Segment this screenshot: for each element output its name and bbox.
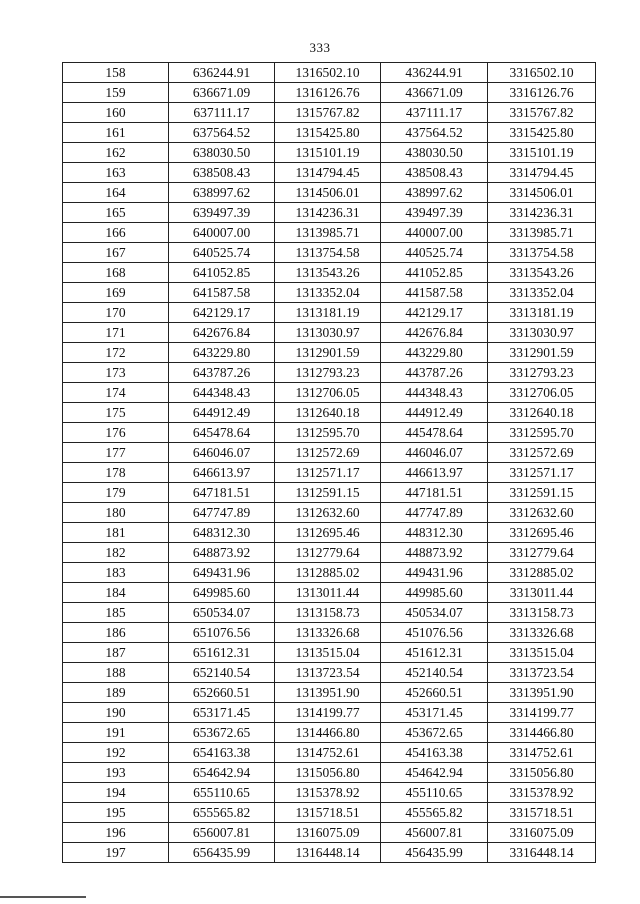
- table-row: [63, 683, 596, 703]
- x-coordinate-cell: 652660.51: [169, 683, 275, 703]
- x-coordinate-cell: 644348.43: [169, 383, 275, 403]
- point-number-cell: 158: [63, 63, 169, 83]
- x2-coordinate-cell: 456007.81: [381, 823, 488, 843]
- x-coordinate-cell: 637111.17: [169, 103, 275, 123]
- point-number-cell: 169: [63, 283, 169, 303]
- x-coordinate-cell: 639497.39: [169, 203, 275, 223]
- y-coordinate-cell: 1315056.80: [275, 763, 381, 783]
- table-row: [63, 743, 596, 763]
- point-number-cell: 180: [63, 503, 169, 523]
- point-number-cell: 175: [63, 403, 169, 423]
- x2-coordinate-cell: 437564.52: [381, 123, 488, 143]
- y2-coordinate-cell: 3315101.19: [488, 143, 596, 163]
- x2-coordinate-cell: 448312.30: [381, 523, 488, 543]
- x2-coordinate-cell: 453171.45: [381, 703, 488, 723]
- x-coordinate-cell: 642129.17: [169, 303, 275, 323]
- y2-coordinate-cell: 3312885.02: [488, 563, 596, 583]
- point-number-cell: 188: [63, 663, 169, 683]
- x2-coordinate-cell: 444912.49: [381, 403, 488, 423]
- y2-coordinate-cell: 3313985.71: [488, 223, 596, 243]
- y-coordinate-cell: 1312591.15: [275, 483, 381, 503]
- point-number-cell: 170: [63, 303, 169, 323]
- x-coordinate-cell: 654163.38: [169, 743, 275, 763]
- y2-coordinate-cell: 3312572.69: [488, 443, 596, 463]
- point-number-cell: 171: [63, 323, 169, 343]
- y-coordinate-cell: 1314466.80: [275, 723, 381, 743]
- x2-coordinate-cell: 443229.80: [381, 343, 488, 363]
- y-coordinate-cell: 1314794.45: [275, 163, 381, 183]
- point-number-cell: 192: [63, 743, 169, 763]
- y-coordinate-cell: 1313181.19: [275, 303, 381, 323]
- table-row: [63, 423, 596, 443]
- x2-coordinate-cell: 455110.65: [381, 783, 488, 803]
- x-coordinate-cell: 649431.96: [169, 563, 275, 583]
- table-row: [63, 443, 596, 463]
- table-row: [63, 123, 596, 143]
- table-row: [63, 323, 596, 343]
- x-coordinate-cell: 644912.49: [169, 403, 275, 423]
- y-coordinate-cell: 1316126.76: [275, 83, 381, 103]
- x-coordinate-cell: 651076.56: [169, 623, 275, 643]
- y2-coordinate-cell: 3314506.01: [488, 183, 596, 203]
- y2-coordinate-cell: 3316075.09: [488, 823, 596, 843]
- table-row: [63, 383, 596, 403]
- y-coordinate-cell: 1316075.09: [275, 823, 381, 843]
- x2-coordinate-cell: 452140.54: [381, 663, 488, 683]
- x-coordinate-cell: 656007.81: [169, 823, 275, 843]
- table-row: [63, 643, 596, 663]
- y-coordinate-cell: 1312779.64: [275, 543, 381, 563]
- y-coordinate-cell: 1312706.05: [275, 383, 381, 403]
- point-number-cell: 179: [63, 483, 169, 503]
- page-number: 333: [309, 40, 331, 55]
- x-coordinate-cell: 645478.64: [169, 423, 275, 443]
- x-coordinate-cell: 638997.62: [169, 183, 275, 203]
- y2-coordinate-cell: 3314794.45: [488, 163, 596, 183]
- point-number-cell: 194: [63, 783, 169, 803]
- x2-coordinate-cell: 446046.07: [381, 443, 488, 463]
- x2-coordinate-cell: 447181.51: [381, 483, 488, 503]
- x2-coordinate-cell: 454642.94: [381, 763, 488, 783]
- x-coordinate-cell: 641587.58: [169, 283, 275, 303]
- x2-coordinate-cell: 450534.07: [381, 603, 488, 623]
- y-coordinate-cell: 1315718.51: [275, 803, 381, 823]
- y2-coordinate-cell: 3312571.17: [488, 463, 596, 483]
- x2-coordinate-cell: 447747.89: [381, 503, 488, 523]
- table-row: [63, 623, 596, 643]
- table-row: [63, 223, 596, 243]
- table-row: [63, 723, 596, 743]
- x2-coordinate-cell: 444348.43: [381, 383, 488, 403]
- x2-coordinate-cell: 441587.58: [381, 283, 488, 303]
- x2-coordinate-cell: 451076.56: [381, 623, 488, 643]
- table-row: [63, 143, 596, 163]
- y2-coordinate-cell: 3315056.80: [488, 763, 596, 783]
- point-number-cell: 182: [63, 543, 169, 563]
- x-coordinate-cell: 640007.00: [169, 223, 275, 243]
- x-coordinate-cell: 636244.91: [169, 63, 275, 83]
- y-coordinate-cell: 1313158.73: [275, 603, 381, 623]
- point-number-cell: 191: [63, 723, 169, 743]
- x2-coordinate-cell: 436244.91: [381, 63, 488, 83]
- y-coordinate-cell: 1312595.70: [275, 423, 381, 443]
- x2-coordinate-cell: 452660.51: [381, 683, 488, 703]
- point-number-cell: 162: [63, 143, 169, 163]
- y-coordinate-cell: 1313723.54: [275, 663, 381, 683]
- table-row: [63, 203, 596, 223]
- table-row: [63, 483, 596, 503]
- table-row: [63, 763, 596, 783]
- y2-coordinate-cell: 3315767.82: [488, 103, 596, 123]
- y2-coordinate-cell: 3312595.70: [488, 423, 596, 443]
- table-row: [63, 363, 596, 383]
- y2-coordinate-cell: 3315718.51: [488, 803, 596, 823]
- table-row: [63, 583, 596, 603]
- table-row: [63, 163, 596, 183]
- y2-coordinate-cell: 3315378.92: [488, 783, 596, 803]
- x-coordinate-cell: 647181.51: [169, 483, 275, 503]
- point-number-cell: 174: [63, 383, 169, 403]
- table-row: [63, 303, 596, 323]
- point-number-cell: 165: [63, 203, 169, 223]
- x2-coordinate-cell: 437111.17: [381, 103, 488, 123]
- x-coordinate-cell: 651612.31: [169, 643, 275, 663]
- x-coordinate-cell: 653171.45: [169, 703, 275, 723]
- x2-coordinate-cell: 439497.39: [381, 203, 488, 223]
- y2-coordinate-cell: 3313181.19: [488, 303, 596, 323]
- y-coordinate-cell: 1313754.58: [275, 243, 381, 263]
- y2-coordinate-cell: 3314466.80: [488, 723, 596, 743]
- x2-coordinate-cell: 453672.65: [381, 723, 488, 743]
- x-coordinate-cell: 637564.52: [169, 123, 275, 143]
- y2-coordinate-cell: 3312632.60: [488, 503, 596, 523]
- x2-coordinate-cell: 446613.97: [381, 463, 488, 483]
- x2-coordinate-cell: 438997.62: [381, 183, 488, 203]
- table-row: [63, 843, 596, 863]
- y-coordinate-cell: 1313951.90: [275, 683, 381, 703]
- table-row: [63, 823, 596, 843]
- y-coordinate-cell: 1312640.18: [275, 403, 381, 423]
- y2-coordinate-cell: 3313030.97: [488, 323, 596, 343]
- y2-coordinate-cell: 3313754.58: [488, 243, 596, 263]
- table-row: [63, 563, 596, 583]
- x-coordinate-cell: 646046.07: [169, 443, 275, 463]
- y-coordinate-cell: 1316502.10: [275, 63, 381, 83]
- table-row: [63, 463, 596, 483]
- point-number-cell: 161: [63, 123, 169, 143]
- y2-coordinate-cell: 3313158.73: [488, 603, 596, 623]
- y2-coordinate-cell: 3312901.59: [488, 343, 596, 363]
- y2-coordinate-cell: 3316126.76: [488, 83, 596, 103]
- table-row: [63, 783, 596, 803]
- y-coordinate-cell: 1312571.17: [275, 463, 381, 483]
- y-coordinate-cell: 1315425.80: [275, 123, 381, 143]
- point-number-cell: 186: [63, 623, 169, 643]
- table-row: [63, 83, 596, 103]
- point-number-cell: 178: [63, 463, 169, 483]
- x-coordinate-cell: 653672.65: [169, 723, 275, 743]
- y2-coordinate-cell: 3313543.26: [488, 263, 596, 283]
- table-row: [63, 263, 596, 283]
- y-coordinate-cell: 1313030.97: [275, 323, 381, 343]
- y2-coordinate-cell: 3312640.18: [488, 403, 596, 423]
- x2-coordinate-cell: 442129.17: [381, 303, 488, 323]
- y2-coordinate-cell: 3316448.14: [488, 843, 596, 863]
- x2-coordinate-cell: 441052.85: [381, 263, 488, 283]
- y-coordinate-cell: 1312885.02: [275, 563, 381, 583]
- y2-coordinate-cell: 3316502.10: [488, 63, 596, 83]
- table-row: [63, 283, 596, 303]
- x2-coordinate-cell: 440007.00: [381, 223, 488, 243]
- x2-coordinate-cell: 436671.09: [381, 83, 488, 103]
- y2-coordinate-cell: 3314199.77: [488, 703, 596, 723]
- x2-coordinate-cell: 449985.60: [381, 583, 488, 603]
- x-coordinate-cell: 641052.85: [169, 263, 275, 283]
- y2-coordinate-cell: 3313951.90: [488, 683, 596, 703]
- x-coordinate-cell: 640525.74: [169, 243, 275, 263]
- table-row: [63, 103, 596, 123]
- point-number-cell: 190: [63, 703, 169, 723]
- table-row: [63, 183, 596, 203]
- point-number-cell: 195: [63, 803, 169, 823]
- x-coordinate-cell: 642676.84: [169, 323, 275, 343]
- y2-coordinate-cell: 3313723.54: [488, 663, 596, 683]
- y2-coordinate-cell: 3313352.04: [488, 283, 596, 303]
- point-number-cell: 168: [63, 263, 169, 283]
- point-number-cell: 167: [63, 243, 169, 263]
- x-coordinate-cell: 638508.43: [169, 163, 275, 183]
- table-row: [63, 703, 596, 723]
- table-row: [63, 523, 596, 543]
- table-row: [63, 543, 596, 563]
- x2-coordinate-cell: 448873.92: [381, 543, 488, 563]
- x-coordinate-cell: 648873.92: [169, 543, 275, 563]
- table-row: [63, 663, 596, 683]
- point-number-cell: 181: [63, 523, 169, 543]
- point-number-cell: 160: [63, 103, 169, 123]
- x2-coordinate-cell: 456435.99: [381, 843, 488, 863]
- y2-coordinate-cell: 3313515.04: [488, 643, 596, 663]
- point-number-cell: 173: [63, 363, 169, 383]
- x2-coordinate-cell: 438508.43: [381, 163, 488, 183]
- y2-coordinate-cell: 3312779.64: [488, 543, 596, 563]
- point-number-cell: 196: [63, 823, 169, 843]
- point-number-cell: 197: [63, 843, 169, 863]
- table-row: [63, 503, 596, 523]
- y-coordinate-cell: 1312632.60: [275, 503, 381, 523]
- x2-coordinate-cell: 449431.96: [381, 563, 488, 583]
- point-number-cell: 176: [63, 423, 169, 443]
- x-coordinate-cell: 649985.60: [169, 583, 275, 603]
- y2-coordinate-cell: 3312695.46: [488, 523, 596, 543]
- y-coordinate-cell: 1312793.23: [275, 363, 381, 383]
- point-number-cell: 159: [63, 83, 169, 103]
- x-coordinate-cell: 638030.50: [169, 143, 275, 163]
- y2-coordinate-cell: 3313326.68: [488, 623, 596, 643]
- y-coordinate-cell: 1313985.71: [275, 223, 381, 243]
- table-row: [63, 343, 596, 363]
- y-coordinate-cell: 1312572.69: [275, 443, 381, 463]
- table-row: [63, 603, 596, 623]
- x-coordinate-cell: 643229.80: [169, 343, 275, 363]
- x-coordinate-cell: 646613.97: [169, 463, 275, 483]
- x-coordinate-cell: 655565.82: [169, 803, 275, 823]
- y-coordinate-cell: 1313352.04: [275, 283, 381, 303]
- table-row: [63, 403, 596, 423]
- y-coordinate-cell: 1314506.01: [275, 183, 381, 203]
- x2-coordinate-cell: 445478.64: [381, 423, 488, 443]
- coordinates-table-body: [63, 63, 596, 863]
- x2-coordinate-cell: 442676.84: [381, 323, 488, 343]
- y2-coordinate-cell: 3312793.23: [488, 363, 596, 383]
- point-number-cell: 183: [63, 563, 169, 583]
- y2-coordinate-cell: 3312591.15: [488, 483, 596, 503]
- point-number-cell: 164: [63, 183, 169, 203]
- y-coordinate-cell: 1312695.46: [275, 523, 381, 543]
- footer-rule: [0, 896, 86, 898]
- x2-coordinate-cell: 451612.31: [381, 643, 488, 663]
- point-number-cell: 166: [63, 223, 169, 243]
- table-row: [63, 803, 596, 823]
- point-number-cell: 187: [63, 643, 169, 663]
- x-coordinate-cell: 647747.89: [169, 503, 275, 523]
- x-coordinate-cell: 656435.99: [169, 843, 275, 863]
- point-number-cell: 177: [63, 443, 169, 463]
- x2-coordinate-cell: 443787.26: [381, 363, 488, 383]
- y-coordinate-cell: 1316448.14: [275, 843, 381, 863]
- table-row: [63, 243, 596, 263]
- x-coordinate-cell: 654642.94: [169, 763, 275, 783]
- x-coordinate-cell: 636671.09: [169, 83, 275, 103]
- x-coordinate-cell: 650534.07: [169, 603, 275, 623]
- y2-coordinate-cell: 3314236.31: [488, 203, 596, 223]
- y2-coordinate-cell: 3312706.05: [488, 383, 596, 403]
- point-number-cell: 185: [63, 603, 169, 623]
- x2-coordinate-cell: 440525.74: [381, 243, 488, 263]
- x-coordinate-cell: 648312.30: [169, 523, 275, 543]
- y-coordinate-cell: 1314236.31: [275, 203, 381, 223]
- y2-coordinate-cell: 3313011.44: [488, 583, 596, 603]
- point-number-cell: 184: [63, 583, 169, 603]
- y-coordinate-cell: 1313543.26: [275, 263, 381, 283]
- table-row: [63, 63, 596, 83]
- y-coordinate-cell: 1315101.19: [275, 143, 381, 163]
- point-number-cell: 163: [63, 163, 169, 183]
- x2-coordinate-cell: 454163.38: [381, 743, 488, 763]
- x-coordinate-cell: 643787.26: [169, 363, 275, 383]
- y-coordinate-cell: 1313515.04: [275, 643, 381, 663]
- y-coordinate-cell: 1313326.68: [275, 623, 381, 643]
- y-coordinate-cell: 1314752.61: [275, 743, 381, 763]
- x-coordinate-cell: 655110.65: [169, 783, 275, 803]
- coordinates-table: [62, 62, 596, 863]
- y-coordinate-cell: 1312901.59: [275, 343, 381, 363]
- x-coordinate-cell: 652140.54: [169, 663, 275, 683]
- y-coordinate-cell: 1313011.44: [275, 583, 381, 603]
- y-coordinate-cell: 1315378.92: [275, 783, 381, 803]
- y-coordinate-cell: 1315767.82: [275, 103, 381, 123]
- y2-coordinate-cell: 3314752.61: [488, 743, 596, 763]
- point-number-cell: 172: [63, 343, 169, 363]
- point-number-cell: 189: [63, 683, 169, 703]
- y-coordinate-cell: 1314199.77: [275, 703, 381, 723]
- x2-coordinate-cell: 455565.82: [381, 803, 488, 823]
- x2-coordinate-cell: 438030.50: [381, 143, 488, 163]
- y2-coordinate-cell: 3315425.80: [488, 123, 596, 143]
- point-number-cell: 193: [63, 763, 169, 783]
